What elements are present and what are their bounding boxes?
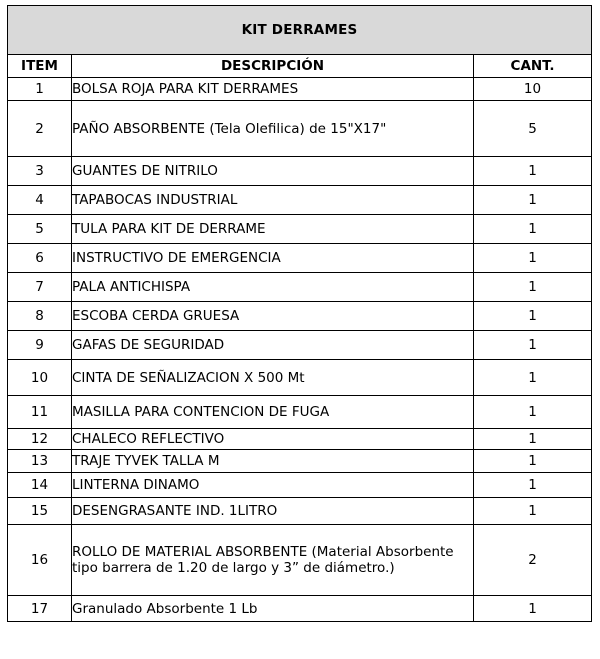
item-quantity: 1 <box>474 473 592 498</box>
kit-derrames-document <box>7 5 591 622</box>
table-row <box>8 525 592 596</box>
item-number: 4 <box>8 186 72 215</box>
item-quantity: 1 <box>474 244 592 273</box>
table-row <box>8 215 592 244</box>
item-description: PAÑO ABSORBENTE (Tela Olefilica) de 15"X17" <box>72 101 474 157</box>
item-description: DESENGRASANTE IND. 1LITRO <box>72 498 474 525</box>
table-row <box>8 273 592 302</box>
table-title: KIT DERRAMES <box>8 6 592 55</box>
item-number: 13 <box>8 450 72 473</box>
item-quantity: 2 <box>474 525 592 596</box>
table-row <box>8 186 592 215</box>
table-row <box>8 78 592 101</box>
table-row <box>8 450 592 473</box>
item-number: 7 <box>8 273 72 302</box>
item-number: 2 <box>8 101 72 157</box>
item-number: 5 <box>8 215 72 244</box>
table-row <box>8 429 592 450</box>
item-quantity: 1 <box>474 157 592 186</box>
item-quantity: 1 <box>474 331 592 360</box>
item-description: TAPABOCAS INDUSTRIAL <box>72 186 474 215</box>
item-number: 10 <box>8 360 72 396</box>
item-quantity: 5 <box>474 101 592 157</box>
item-description: MASILLA PARA CONTENCION DE FUGA <box>72 396 474 429</box>
item-number: 15 <box>8 498 72 525</box>
item-quantity: 1 <box>474 450 592 473</box>
kit-derrames-table <box>7 5 592 622</box>
item-number: 17 <box>8 596 72 622</box>
table-row <box>8 498 592 525</box>
item-quantity: 10 <box>474 78 592 101</box>
item-number: 14 <box>8 473 72 498</box>
item-quantity: 1 <box>474 396 592 429</box>
item-description: LINTERNA DINAMO <box>72 473 474 498</box>
column-header-description: DESCRIPCIÓN <box>72 55 474 78</box>
item-number: 16 <box>8 525 72 596</box>
item-quantity: 1 <box>474 596 592 622</box>
item-number: 12 <box>8 429 72 450</box>
item-quantity: 1 <box>474 498 592 525</box>
title-row <box>8 6 592 55</box>
item-description: CINTA DE SEÑALIZACION X 500 Mt <box>72 360 474 396</box>
item-description: TRAJE TYVEK TALLA M <box>72 450 474 473</box>
item-description: PALA ANTICHISPA <box>72 273 474 302</box>
item-number: 11 <box>8 396 72 429</box>
item-description: ESCOBA CERDA GRUESA <box>72 302 474 331</box>
item-description: Granulado Absorbente 1 Lb <box>72 596 474 622</box>
table-row <box>8 331 592 360</box>
item-quantity: 1 <box>474 302 592 331</box>
item-quantity: 1 <box>474 360 592 396</box>
table-row <box>8 157 592 186</box>
header-row <box>8 55 592 78</box>
column-header-item: ITEM <box>8 55 72 78</box>
item-number: 3 <box>8 157 72 186</box>
item-number: 8 <box>8 302 72 331</box>
table-row <box>8 596 592 622</box>
item-quantity: 1 <box>474 273 592 302</box>
item-description: INSTRUCTIVO DE EMERGENCIA <box>72 244 474 273</box>
item-description: GAFAS DE SEGURIDAD <box>72 331 474 360</box>
item-number: 9 <box>8 331 72 360</box>
column-header-quantity: CANT. <box>474 55 592 78</box>
item-description: TULA PARA KIT DE DERRAME <box>72 215 474 244</box>
table-row <box>8 396 592 429</box>
item-quantity: 1 <box>474 215 592 244</box>
table-row <box>8 360 592 396</box>
table-row <box>8 473 592 498</box>
table-row <box>8 302 592 331</box>
item-number: 6 <box>8 244 72 273</box>
item-description: GUANTES DE NITRILO <box>72 157 474 186</box>
item-quantity: 1 <box>474 186 592 215</box>
table-row <box>8 244 592 273</box>
item-description: CHALECO REFLECTIVO <box>72 429 474 450</box>
item-number: 1 <box>8 78 72 101</box>
table-row <box>8 101 592 157</box>
item-quantity: 1 <box>474 429 592 450</box>
item-description: BOLSA ROJA PARA KIT DERRAMES <box>72 78 474 101</box>
item-description: ROLLO DE MATERIAL ABSORBENTE (Material Absorbente tipo barrera de 1.20 de largo y 3” de diámetro.) <box>72 525 474 596</box>
